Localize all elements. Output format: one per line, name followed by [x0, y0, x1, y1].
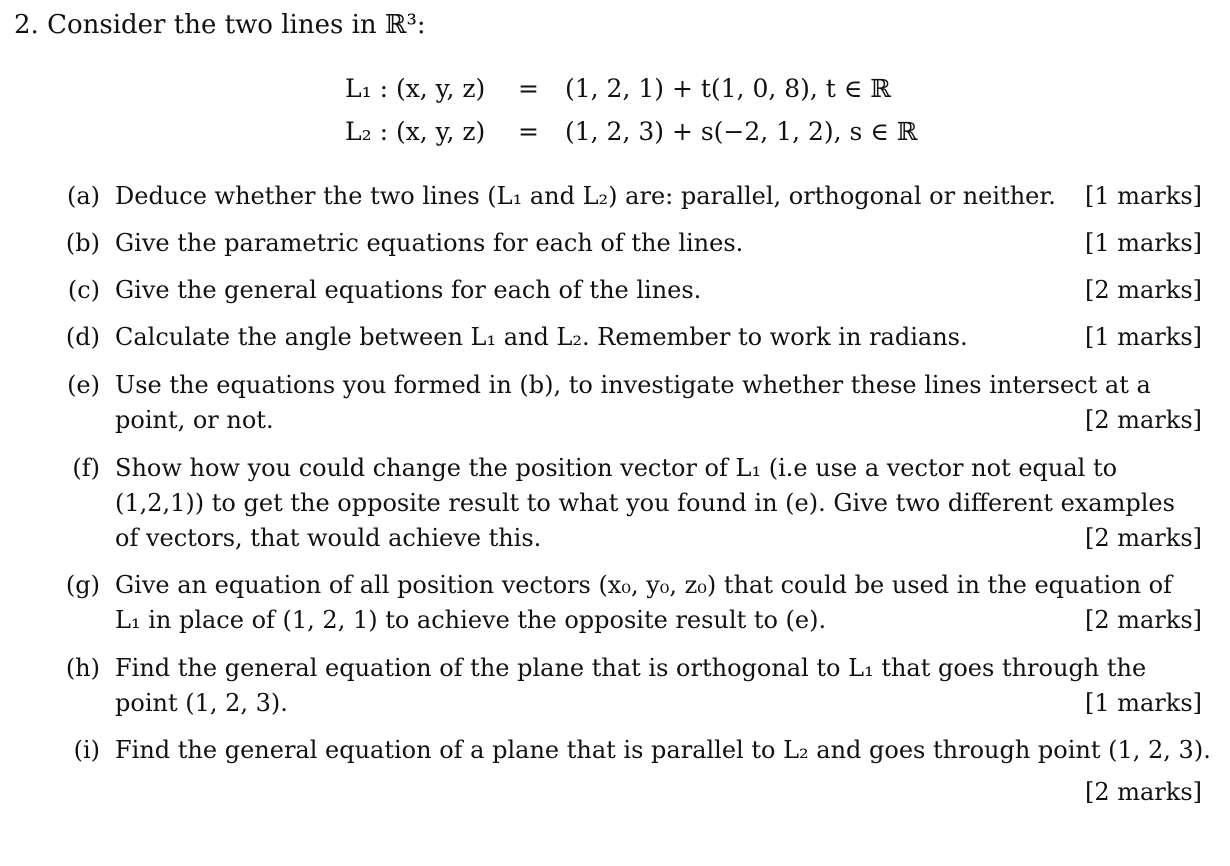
- item-label: (e): [67, 371, 100, 399]
- item-label: (d): [65, 323, 100, 351]
- item-label: (i): [73, 736, 100, 764]
- equation-1-lhs: L₁ : (x, y, z): [345, 74, 486, 103]
- item-label: (a): [66, 182, 100, 210]
- equation-2-rel: =: [518, 117, 539, 146]
- item-marks: [1 marks]: [1084, 229, 1202, 257]
- equation-1-rhs: (1, 2, 1) + t(1, 0, 8), t ∈ ℝ: [565, 74, 892, 103]
- item-marks: [2 marks]: [1084, 276, 1202, 304]
- item-text-line: L₁ in place of (1, 2, 1) to achieve the opposite result to (e).: [115, 606, 827, 634]
- item-text-line: Find the general equation of a plane that is parallel to L₂ and goes through point (1, 2, 3).: [115, 736, 1211, 764]
- equation-2-lhs: L₂ : (x, y, z): [345, 117, 486, 146]
- item-text-line: point, or not.: [115, 406, 274, 434]
- item-label: (g): [65, 571, 100, 599]
- item-marks: [1 marks]: [1084, 689, 1202, 717]
- item-text-line: Give the general equations for each of the lines.: [115, 276, 702, 304]
- equation-2-rhs: (1, 2, 3) + s(−2, 1, 2), s ∈ ℝ: [565, 117, 918, 146]
- problem-heading: 2. Consider the two lines in ℝ³:: [14, 10, 426, 40]
- item-label: (h): [65, 654, 100, 682]
- item-marks: [2 marks]: [1084, 524, 1202, 552]
- item-text-line: point (1, 2, 3).: [115, 689, 288, 717]
- item-marks: [1 marks]: [1084, 323, 1202, 351]
- item-text-line: Deduce whether the two lines (L₁ and L₂) are: parallel, orthogonal or neither.: [115, 182, 1056, 210]
- item-marks: [2 marks]: [1084, 778, 1202, 806]
- item-marks: [2 marks]: [1084, 406, 1202, 434]
- item-label: (b): [65, 229, 100, 257]
- item-text-line: Give the parametric equations for each of the lines.: [115, 229, 744, 257]
- item-marks: [1 marks]: [1084, 182, 1202, 210]
- item-label: (f): [72, 454, 100, 482]
- item-marks: [2 marks]: [1084, 606, 1202, 634]
- item-text-line: Calculate the angle between L₁ and L₂. Remember to work in radians.: [115, 323, 968, 351]
- item-text-line: of vectors, that would achieve this.: [115, 524, 542, 552]
- item-text-line: Use the equations you formed in (b), to investigate whether these lines intersect at a: [115, 371, 1151, 399]
- item-text-line: (1,2,1)) to get the opposite result to what you found in (e). Give two different examples: [115, 489, 1175, 517]
- item-label: (c): [67, 276, 100, 304]
- item-text-line: Show how you could change the position vector of L₁ (i.e use a vector not equal to: [115, 454, 1118, 482]
- item-text-line: Give an equation of all position vectors (x₀, y₀, z₀) that could be used in the equation of: [115, 571, 1172, 599]
- equation-1-rel: =: [518, 74, 539, 103]
- item-text-line: Find the general equation of the plane that is orthogonal to L₁ that goes through the: [115, 654, 1147, 682]
